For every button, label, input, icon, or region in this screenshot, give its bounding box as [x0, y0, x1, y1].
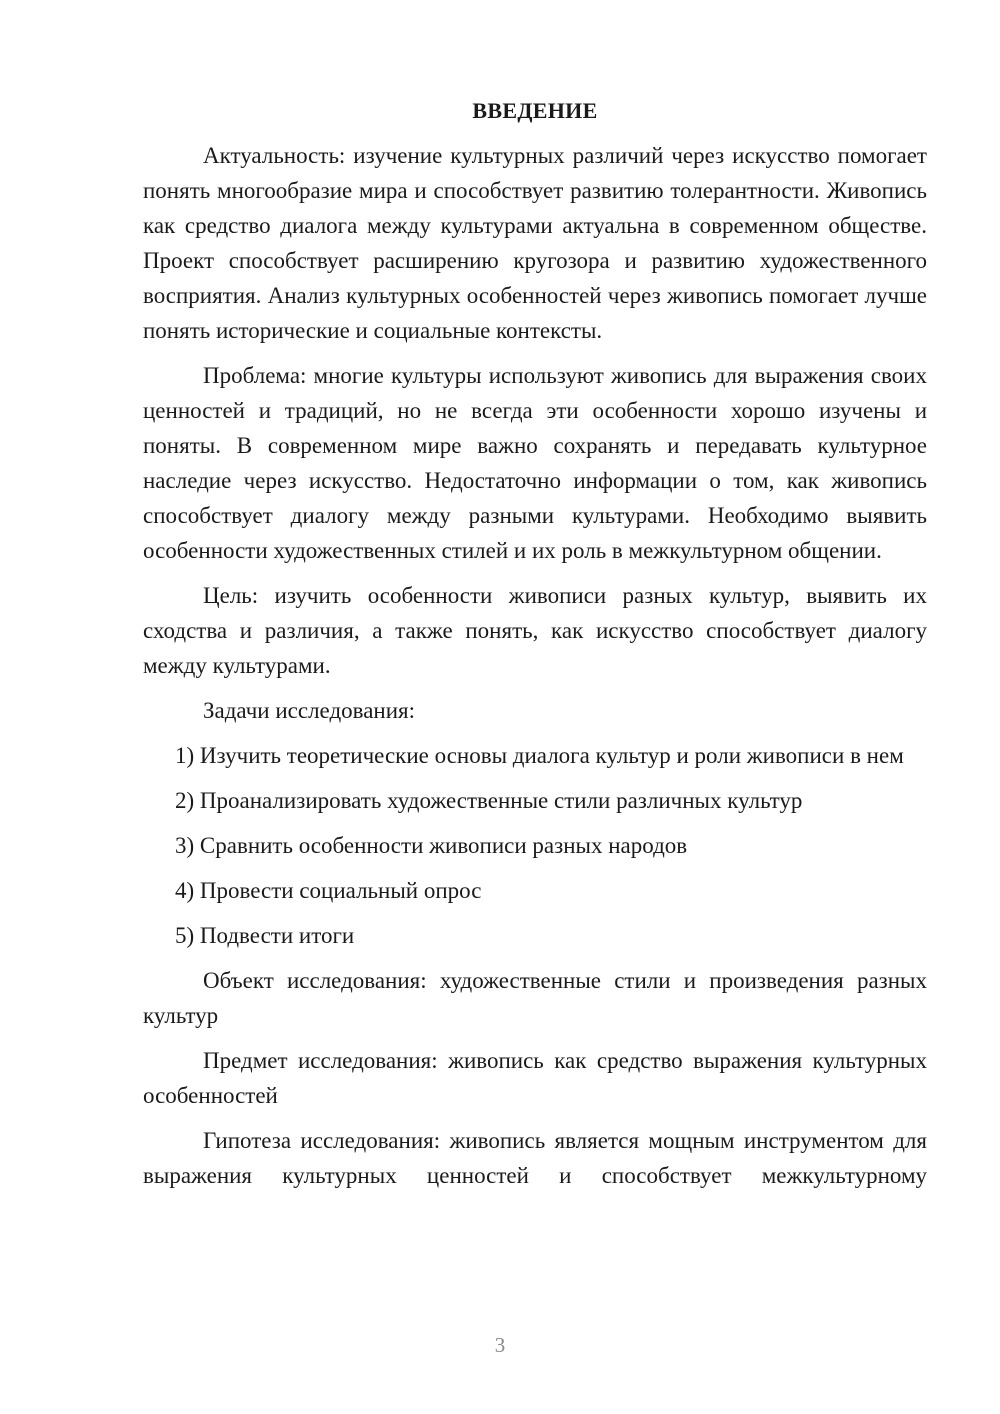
page-number: 3	[494, 1333, 506, 1357]
hypothesis-paragraph: Гипотеза исследования: живопись является мощным инструментом для выражения культурных ценностей и способствует межкультурному	[143, 1128, 927, 1188]
task-item: 4) Провести социальный опрос	[175, 878, 482, 903]
task-item: 1) Изучить теоретические основы диалога культур и роли живописи в нем	[175, 743, 904, 768]
subject-paragraph: Предмет исследования: живопись как средство выражения культурных особенностей	[143, 1048, 927, 1108]
task-item: 3) Сравнить особенности живописи разных народов	[175, 833, 688, 858]
section-title: ВВЕДЕНИЕ	[472, 98, 598, 123]
task-item: 5) Подвести итоги	[175, 923, 355, 948]
tasks-list	[143, 738, 927, 953]
tasks-heading: Задачи исследования:	[203, 698, 416, 723]
object-paragraph: Объект исследования: художественные стили и произведения разных культур	[143, 968, 927, 1028]
goal-paragraph: Цель: изучить особенности живописи разных культур, выявить их сходства и различия, а также понять, как искусство способствует диалогу между культурами.	[143, 583, 927, 678]
relevance-paragraph: Актуальность: изучение культурных различий через искусство помогает понять многообразие мира и способствует развитию толерантности. Живопись как средство диалога между культурами актуальна в современном обществе. Проект способствует расширению кругозора и развитию художественного восприятия. Анализ культурных особенностей через живопись помогает лучше понять исторические и социальные контексты.	[143, 143, 927, 343]
task-item: 2) Проанализировать художественные стили различных культур	[175, 788, 803, 813]
problem-paragraph: Проблема: многие культуры используют живопись для выражения своих ценностей и традиций, но не всегда эти особенности хорошо изучены и поняты. В современном мире важно сохранять и передавать культурное наследие через искусство. Недостаточно информации о том, как живопись способствует диалогу между разными культурами. Необходимо выявить особенности художественных стилей и их роль в межкультурном общении.	[143, 363, 927, 563]
document-page	[143, 96, 927, 1203]
